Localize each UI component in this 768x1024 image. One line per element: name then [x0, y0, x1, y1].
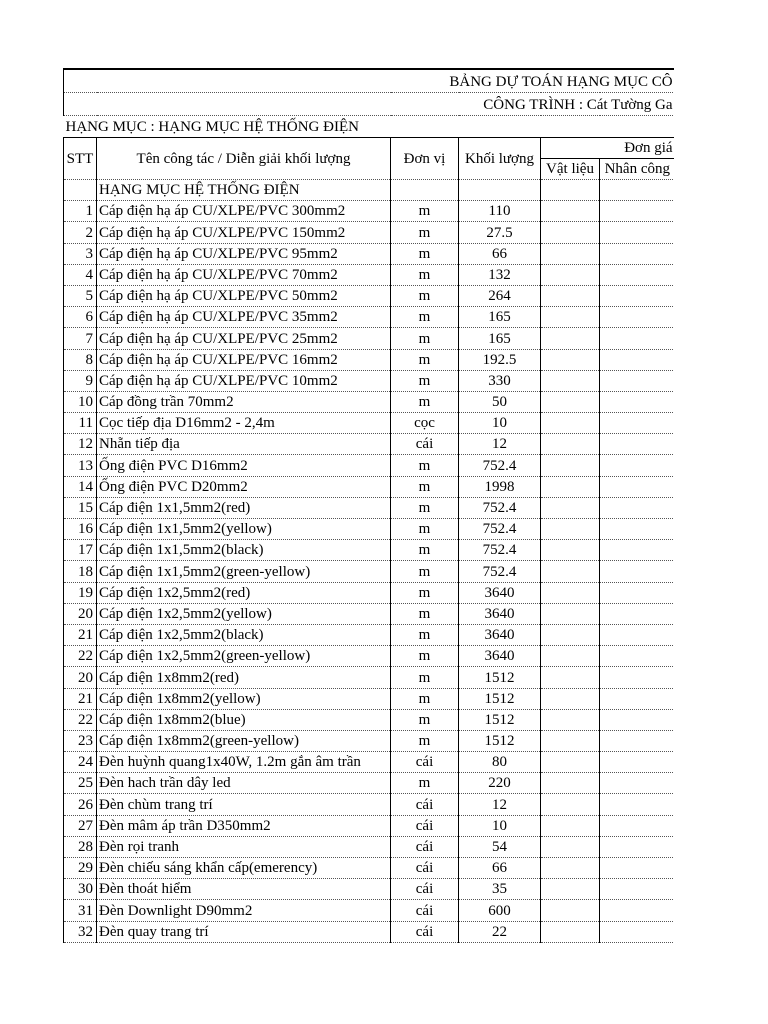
row-name: Cáp điện 1x1,5mm2(green-yellow) — [97, 561, 391, 582]
row-qty: 27.5 — [459, 222, 541, 243]
row-material — [541, 349, 600, 370]
table-row — [64, 370, 675, 391]
row-name: Cáp điện hạ áp CU/XLPE/PVC 150mm2 — [97, 222, 391, 243]
row-labor — [600, 497, 675, 518]
table-row — [64, 497, 675, 518]
row-material — [541, 900, 600, 921]
row-qty: 165 — [459, 328, 541, 349]
table-row — [64, 752, 675, 773]
row-qty: 752.4 — [459, 455, 541, 476]
row-labor — [600, 540, 675, 561]
row-name: Cáp điện hạ áp CU/XLPE/PVC 95mm2 — [97, 243, 391, 264]
row-unit: m — [391, 667, 459, 688]
row-qty: 192.5 — [459, 349, 541, 370]
row-name: Cáp điện hạ áp CU/XLPE/PVC 35mm2 — [97, 307, 391, 328]
row-material — [541, 582, 600, 603]
row-unit: m — [391, 709, 459, 730]
table-row — [64, 667, 675, 688]
row-unit: m — [391, 307, 459, 328]
row-labor — [600, 476, 675, 497]
row-name: Cáp điện hạ áp CU/XLPE/PVC 10mm2 — [97, 370, 391, 391]
row-material — [541, 815, 600, 836]
row-labor — [600, 900, 675, 921]
row-material — [541, 285, 600, 306]
row-material — [541, 688, 600, 709]
row-labor — [600, 836, 675, 857]
table-row — [64, 307, 675, 328]
table-row — [64, 730, 675, 751]
row-name: Cáp điện 1x1,5mm2(black) — [97, 540, 391, 561]
row-qty: 35 — [459, 879, 541, 900]
table-row — [64, 858, 675, 879]
row-labor — [600, 794, 675, 815]
row-unit: m — [391, 476, 459, 497]
table-row — [64, 815, 675, 836]
row-unit: m — [391, 243, 459, 264]
table-row — [64, 688, 675, 709]
row-labor — [600, 349, 675, 370]
row-labor — [600, 307, 675, 328]
row-stt: 27 — [64, 815, 97, 836]
table-row — [64, 900, 675, 921]
row-qty: 50 — [459, 391, 541, 412]
row-stt: 29 — [64, 858, 97, 879]
row-name: Đèn thoát hiểm — [97, 879, 391, 900]
row-name: Cáp đồng trần 70mm2 — [97, 391, 391, 412]
row-labor — [600, 391, 675, 412]
row-qty: 10 — [459, 815, 541, 836]
row-material — [541, 646, 600, 667]
row-unit: cái — [391, 858, 459, 879]
row-material — [541, 413, 600, 434]
row-unit: m — [391, 285, 459, 306]
row-unit: cái — [391, 815, 459, 836]
row-labor — [600, 688, 675, 709]
header-stt: STT — [64, 138, 97, 180]
row-stt: 22 — [64, 709, 97, 730]
row-labor — [600, 752, 675, 773]
row-stt: 30 — [64, 879, 97, 900]
row-material — [541, 730, 600, 751]
table-row — [64, 413, 675, 434]
row-unit: cái — [391, 434, 459, 455]
row-material — [541, 519, 600, 540]
row-qty: 330 — [459, 370, 541, 391]
header-material: Vật liệu — [541, 159, 600, 180]
row-material — [541, 921, 600, 942]
row-stt: 16 — [64, 519, 97, 540]
row-name: Cáp điện 1x8mm2(blue) — [97, 709, 391, 730]
document-title: BẢNG DỰ TOÁN HẠNG MỤC CÔ — [64, 69, 675, 93]
row-qty: 1512 — [459, 667, 541, 688]
table-row — [64, 264, 675, 285]
row-labor — [600, 243, 675, 264]
row-labor — [600, 519, 675, 540]
row-material — [541, 222, 600, 243]
row-qty: 220 — [459, 773, 541, 794]
row-material — [541, 307, 600, 328]
table-row — [64, 921, 675, 942]
row-labor — [600, 921, 675, 942]
row-labor — [600, 879, 675, 900]
estimate-table — [63, 68, 674, 943]
row-material — [541, 879, 600, 900]
row-qty: 66 — [459, 243, 541, 264]
row-unit: m — [391, 201, 459, 222]
row-qty: 752.4 — [459, 497, 541, 518]
table-row — [64, 624, 675, 645]
row-unit: m — [391, 582, 459, 603]
row-unit: m — [391, 497, 459, 518]
row-labor — [600, 201, 675, 222]
row-material — [541, 434, 600, 455]
row-qty: 600 — [459, 900, 541, 921]
row-qty: 264 — [459, 285, 541, 306]
row-stt: 1 — [64, 201, 97, 222]
table-row — [64, 476, 675, 497]
estimate-sheet — [63, 68, 674, 946]
row-unit: m — [391, 349, 459, 370]
row-stt: 18 — [64, 561, 97, 582]
row-material — [541, 264, 600, 285]
row-labor — [600, 730, 675, 751]
group-unit — [391, 180, 459, 201]
header-qty: Khối lượng — [459, 138, 541, 180]
row-stt: 24 — [64, 752, 97, 773]
row-qty: 22 — [459, 921, 541, 942]
group-material — [541, 180, 600, 201]
row-stt: 28 — [64, 836, 97, 857]
row-qty: 1512 — [459, 709, 541, 730]
row-unit: m — [391, 688, 459, 709]
row-qty: 3640 — [459, 624, 541, 645]
row-qty: 66 — [459, 858, 541, 879]
row-material — [541, 201, 600, 222]
row-stt: 25 — [64, 773, 97, 794]
row-stt: 22 — [64, 646, 97, 667]
row-labor — [600, 285, 675, 306]
row-stt: 3 — [64, 243, 97, 264]
row-material — [541, 540, 600, 561]
row-material — [541, 667, 600, 688]
row-name: Cáp điện hạ áp CU/XLPE/PVC 16mm2 — [97, 349, 391, 370]
row-stt: 10 — [64, 391, 97, 412]
row-qty: 54 — [459, 836, 541, 857]
table-row — [64, 455, 675, 476]
row-stt: 20 — [64, 667, 97, 688]
row-unit: m — [391, 561, 459, 582]
row-material — [541, 836, 600, 857]
group-heading: HẠNG MỤC HỆ THỐNG ĐIỆN — [97, 180, 391, 201]
row-qty: 12 — [459, 794, 541, 815]
row-unit: cái — [391, 900, 459, 921]
row-name: Đèn huỳnh quang1x40W, 1.2m gắn âm trần — [97, 752, 391, 773]
row-unit: m — [391, 264, 459, 285]
row-unit: m — [391, 328, 459, 349]
row-stt: 26 — [64, 794, 97, 815]
row-stt: 20 — [64, 603, 97, 624]
row-labor — [600, 815, 675, 836]
table-row — [64, 349, 675, 370]
row-name: Cáp điện 1x2,5mm2(green-yellow) — [97, 646, 391, 667]
row-name: Ống điện PVC D16mm2 — [97, 455, 391, 476]
table-row — [64, 391, 675, 412]
row-name: Cáp điện hạ áp CU/XLPE/PVC 70mm2 — [97, 264, 391, 285]
row-material — [541, 561, 600, 582]
header-labor: Nhân công — [600, 159, 675, 180]
table-row — [64, 603, 675, 624]
table-row — [64, 794, 675, 815]
row-unit: cọc — [391, 413, 459, 434]
row-stt: 9 — [64, 370, 97, 391]
row-material — [541, 391, 600, 412]
row-stt: 14 — [64, 476, 97, 497]
row-name: Cáp điện 1x2,5mm2(yellow) — [97, 603, 391, 624]
table-row — [64, 243, 675, 264]
row-labor — [600, 434, 675, 455]
row-stt: 17 — [64, 540, 97, 561]
row-stt: 32 — [64, 921, 97, 942]
table-row — [64, 540, 675, 561]
row-unit: m — [391, 540, 459, 561]
row-material — [541, 709, 600, 730]
row-unit: cái — [391, 879, 459, 900]
row-name: Cọc tiếp địa D16mm2 - 2,4m — [97, 413, 391, 434]
row-material — [541, 243, 600, 264]
table-row — [64, 709, 675, 730]
row-stt: 6 — [64, 307, 97, 328]
row-unit: m — [391, 519, 459, 540]
group-qty — [459, 180, 541, 201]
row-unit: m — [391, 624, 459, 645]
row-stt: 5 — [64, 285, 97, 306]
row-name: Đèn Downlight D90mm2 — [97, 900, 391, 921]
row-unit: cái — [391, 794, 459, 815]
row-qty: 752.4 — [459, 519, 541, 540]
row-qty: 80 — [459, 752, 541, 773]
row-name: Đèn rọi tranh — [97, 836, 391, 857]
row-name: Cáp điện 1x2,5mm2(black) — [97, 624, 391, 645]
row-stt: 13 — [64, 455, 97, 476]
table-row — [64, 519, 675, 540]
row-stt: 4 — [64, 264, 97, 285]
table-row — [64, 773, 675, 794]
row-labor — [600, 773, 675, 794]
row-qty: 165 — [459, 307, 541, 328]
row-name: Cáp điện 1x1,5mm2(red) — [97, 497, 391, 518]
row-name: Đèn mâm áp trần D350mm2 — [97, 815, 391, 836]
table-row — [64, 646, 675, 667]
row-labor — [600, 413, 675, 434]
row-material — [541, 773, 600, 794]
row-qty: 110 — [459, 201, 541, 222]
row-name: Cáp điện 1x2,5mm2(red) — [97, 582, 391, 603]
table-row — [64, 285, 675, 306]
project-name: CÔNG TRÌNH : Cát Tường Ga — [64, 93, 675, 116]
row-qty: 752.4 — [459, 561, 541, 582]
row-unit: m — [391, 646, 459, 667]
row-labor — [600, 646, 675, 667]
row-stt: 23 — [64, 730, 97, 751]
row-qty: 3640 — [459, 646, 541, 667]
row-stt: 21 — [64, 624, 97, 645]
section-label: HẠNG MỤC : HẠNG MỤC HỆ THỐNG ĐIỆN — [64, 116, 675, 138]
row-labor — [600, 858, 675, 879]
row-labor — [600, 709, 675, 730]
table-row — [64, 879, 675, 900]
row-stt: 7 — [64, 328, 97, 349]
table-row — [64, 434, 675, 455]
row-stt: 21 — [64, 688, 97, 709]
row-name: Đèn chùm trang trí — [97, 794, 391, 815]
group-labor — [600, 180, 675, 201]
row-qty: 3640 — [459, 603, 541, 624]
table-row — [64, 201, 675, 222]
row-qty: 3640 — [459, 582, 541, 603]
row-unit: cái — [391, 836, 459, 857]
row-material — [541, 497, 600, 518]
row-unit: m — [391, 222, 459, 243]
table-row — [64, 222, 675, 243]
row-name: Cáp điện hạ áp CU/XLPE/PVC 25mm2 — [97, 328, 391, 349]
row-material — [541, 794, 600, 815]
row-labor — [600, 582, 675, 603]
row-stt: 8 — [64, 349, 97, 370]
row-labor — [600, 264, 675, 285]
row-stt: 19 — [64, 582, 97, 603]
row-qty: 752.4 — [459, 540, 541, 561]
row-stt: 12 — [64, 434, 97, 455]
row-material — [541, 476, 600, 497]
table-row — [64, 328, 675, 349]
row-material — [541, 624, 600, 645]
row-qty: 1512 — [459, 688, 541, 709]
row-stt: 31 — [64, 900, 97, 921]
row-name: Đèn quay trang trí — [97, 921, 391, 942]
table-row — [64, 582, 675, 603]
row-material — [541, 603, 600, 624]
row-labor — [600, 370, 675, 391]
row-qty: 132 — [459, 264, 541, 285]
row-material — [541, 370, 600, 391]
row-name: Ống điện PVC D20mm2 — [97, 476, 391, 497]
row-material — [541, 752, 600, 773]
row-labor — [600, 328, 675, 349]
row-labor — [600, 222, 675, 243]
row-labor — [600, 561, 675, 582]
group-stt — [64, 180, 97, 201]
row-qty: 1512 — [459, 730, 541, 751]
row-name: Cáp điện hạ áp CU/XLPE/PVC 300mm2 — [97, 201, 391, 222]
row-name: Cáp điện 1x8mm2(yellow) — [97, 688, 391, 709]
row-qty: 12 — [459, 434, 541, 455]
row-unit: cái — [391, 752, 459, 773]
row-name: Cáp điện 1x1,5mm2(yellow) — [97, 519, 391, 540]
table-row — [64, 561, 675, 582]
row-material — [541, 455, 600, 476]
row-unit: m — [391, 455, 459, 476]
row-qty: 10 — [459, 413, 541, 434]
row-name: Nhẵn tiếp địa — [97, 434, 391, 455]
row-name: Cáp điện 1x8mm2(green-yellow) — [97, 730, 391, 751]
row-unit: m — [391, 370, 459, 391]
row-name: Cáp điện hạ áp CU/XLPE/PVC 50mm2 — [97, 285, 391, 306]
row-qty: 1998 — [459, 476, 541, 497]
row-labor — [600, 603, 675, 624]
row-stt: 2 — [64, 222, 97, 243]
row-labor — [600, 624, 675, 645]
row-name: Cáp điện 1x8mm2(red) — [97, 667, 391, 688]
row-labor — [600, 667, 675, 688]
row-name: Đèn hach trần dây led — [97, 773, 391, 794]
row-unit: m — [391, 603, 459, 624]
row-unit: m — [391, 730, 459, 751]
row-material — [541, 858, 600, 879]
row-unit: cái — [391, 921, 459, 942]
row-unit: m — [391, 391, 459, 412]
row-unit: m — [391, 773, 459, 794]
row-stt: 15 — [64, 497, 97, 518]
table-row — [64, 836, 675, 857]
row-name: Đèn chiếu sáng khẩn cấp(emerency) — [97, 858, 391, 879]
header-unit: Đơn vị — [391, 138, 459, 180]
row-material — [541, 328, 600, 349]
row-stt: 11 — [64, 413, 97, 434]
header-price-group: Đơn giá — [541, 138, 675, 159]
header-name: Tên công tác / Diễn giải khối lượng — [97, 138, 391, 180]
row-labor — [600, 455, 675, 476]
